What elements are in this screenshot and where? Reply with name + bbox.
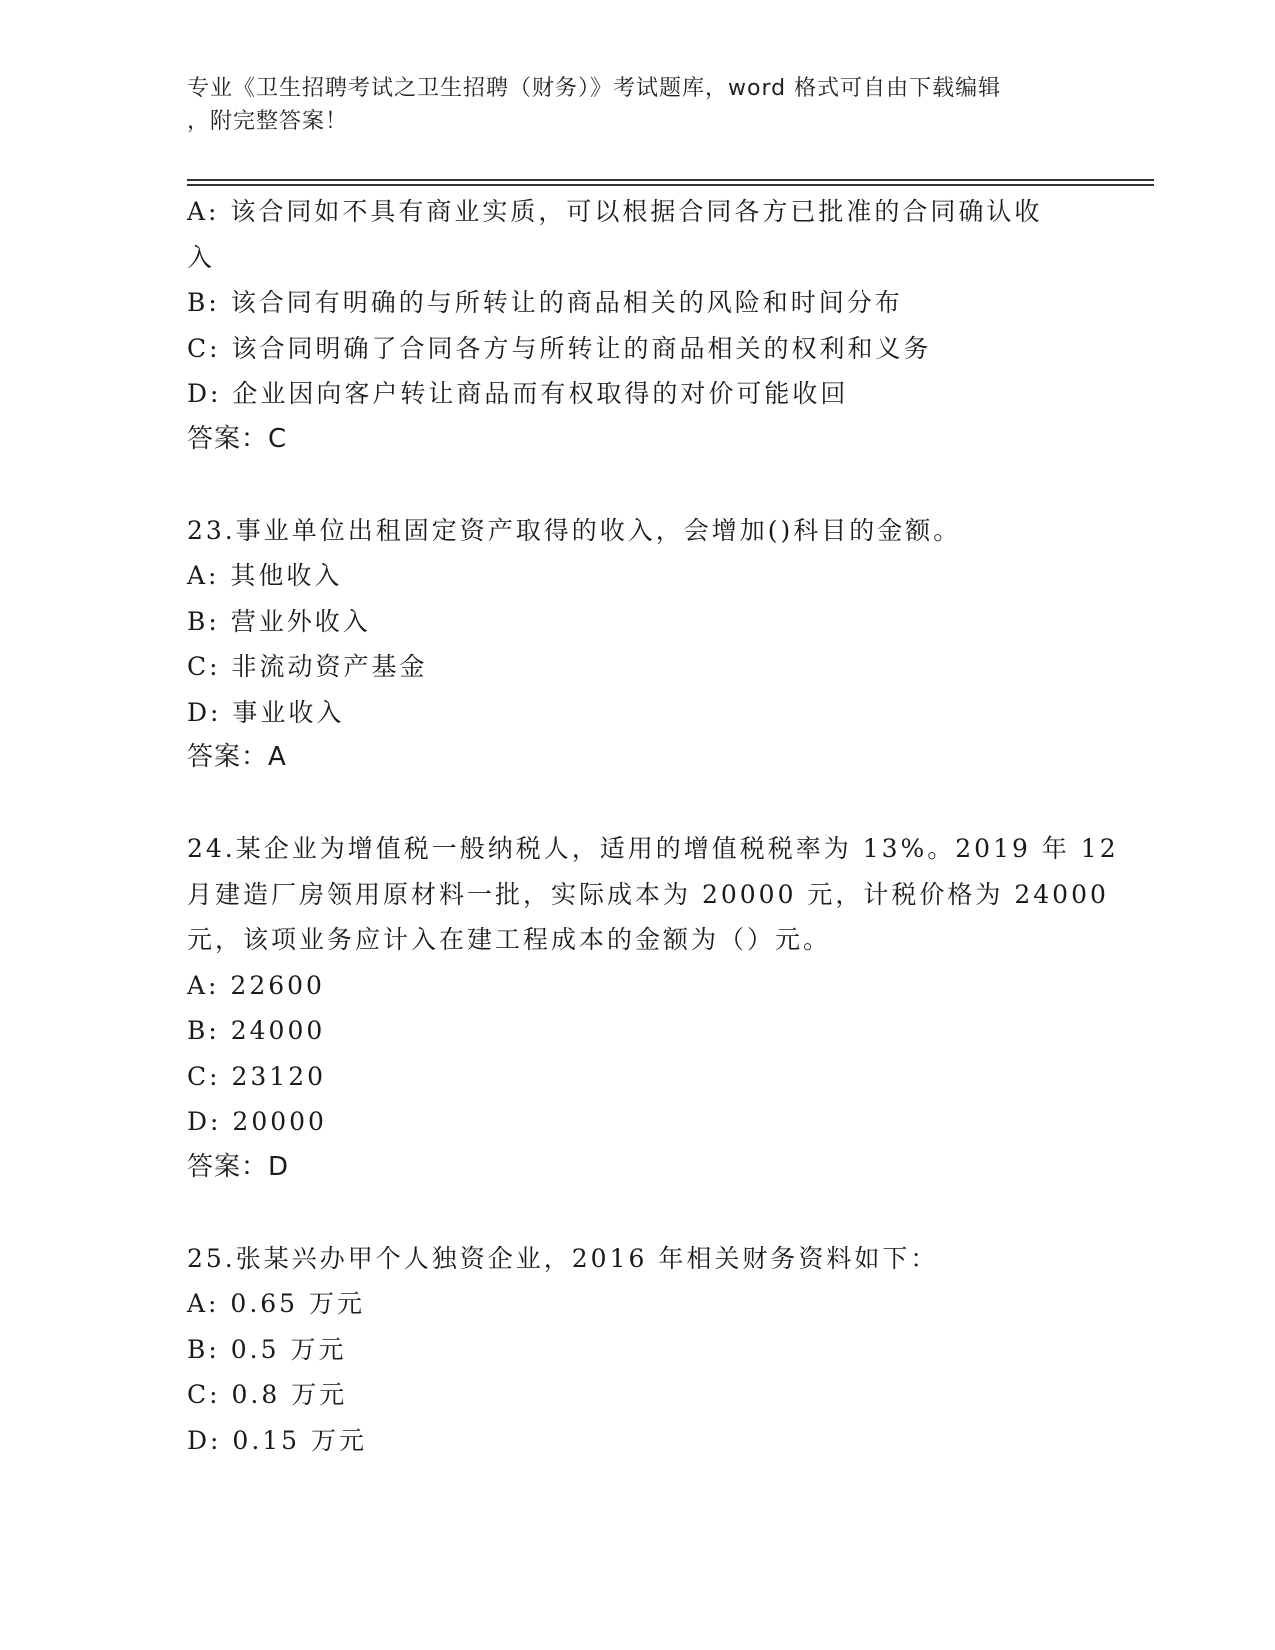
header-line-1: 专业《卫生招聘考试之卫生招聘（财务）》考试题库，word 格式可自由下载编辑 [187, 76, 1002, 101]
option-a: A: 其他收入 [187, 561, 343, 590]
question-23 [187, 508, 1087, 781]
option-b: B: 0.5 万元 [187, 1334, 347, 1364]
spacer [187, 462, 1087, 508]
option-c: C: 0.8 万元 [187, 1380, 348, 1409]
option-d: D: 事业收入 [187, 697, 345, 727]
answer: 答案：A [187, 742, 287, 772]
option-c: C: 非流动资产基金 [187, 652, 428, 681]
answer: 答案：D [187, 1151, 290, 1182]
option-c: C: 23120 [187, 1061, 327, 1091]
option-c: C: 该合同明确了合同各方与所转让的商品相关的权利和义务 [187, 333, 932, 363]
header-line-2: ，附完整答案！ [187, 109, 349, 134]
question-text-continued: 元，该项业务应计入在建工程成本的金额为（）元。 [187, 925, 832, 954]
question-text: 23.事业单位出租固定资产取得的收入，会增加()科目的金额。 [187, 515, 962, 545]
spacer [187, 781, 1087, 827]
option-a: A: 0.65 万元 [187, 1289, 366, 1318]
option-d: D: 20000 [187, 1107, 327, 1136]
option-d: D: 0.15 万元 [187, 1425, 368, 1455]
spacer [187, 1190, 1087, 1236]
question-24 [187, 826, 1119, 1190]
option-b: B: 该合同有明确的与所转让的商品相关的风险和时间分布 [187, 288, 903, 317]
option-b: B: 营业外收入 [187, 606, 371, 636]
question-text: 25.张某兴办甲个人独资企业，2016 年相关财务资料如下： [187, 1243, 939, 1273]
header-divider-top [187, 179, 1154, 181]
option-d: D: 企业因向客户转让商品而有权取得的对价可能收回 [187, 379, 849, 408]
document-header [187, 72, 1077, 138]
option-a: A: 22600 [187, 970, 325, 1000]
header-divider-bottom [187, 184, 1154, 186]
option-a: A: 该合同如不具有商业实质，可以根据合同各方已批准的合同确认收 [187, 197, 1043, 226]
document-body [187, 189, 1119, 1463]
question-22 [187, 189, 1087, 462]
question-text: 24.某企业为增值税一般纳税人，适用的增值税税率为 13%。2019 年 12 [187, 834, 1119, 863]
answer: 答案：C [187, 423, 288, 454]
question-text-continued: 月建造厂房领用原材料一批，实际成本为 20000 元，计税价格为 24000 [187, 879, 1109, 909]
question-25 [187, 1236, 1087, 1464]
option-b: B: 24000 [187, 1016, 326, 1045]
option-a-continued: 入 [187, 242, 216, 272]
